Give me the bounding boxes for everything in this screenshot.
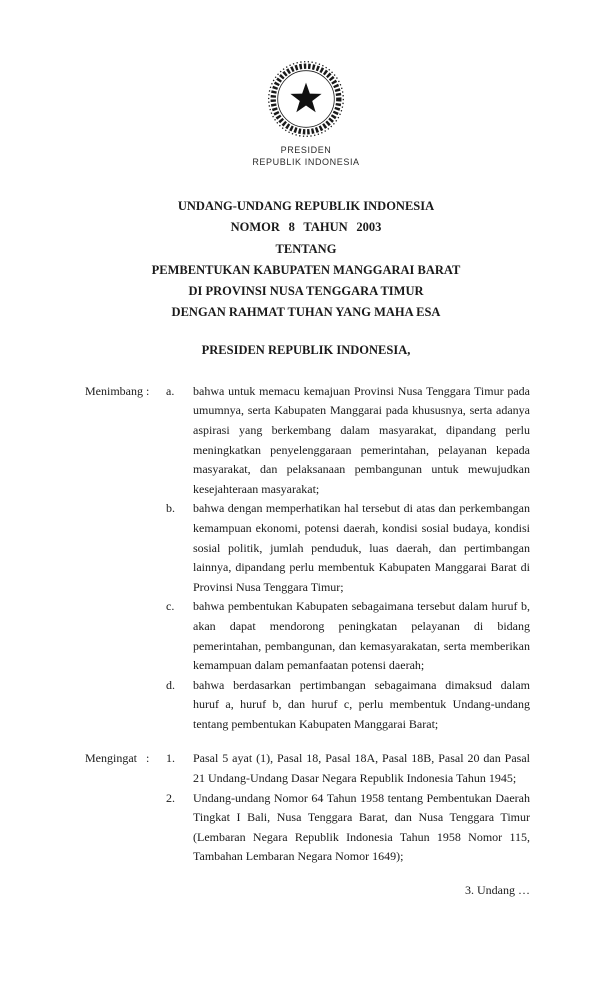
mengingat-colon: :	[146, 751, 150, 766]
clause-marker-d: d.	[166, 677, 175, 692]
clause-marker-a: a.	[166, 383, 175, 398]
title-line-law-name: UNDANG-UNDANG REPUBLIK INDONESIA	[177, 199, 435, 213]
clause-text-a: bahwa untuk memacu kemajuan Provinsi Nusa Tenggara Timur pada umumnya, serta Kabupaten Manggarai pada khususnya, serta adanya aspirasi yang berkembang dalam masyarakat, dipandang perlu meningkatkan penyelenggaraan pemerintahan, pelayanan kepada masyarakat, dan pelaksanaan pembangunan untuk mewujudkan kesejahteraan masyarakat;	[193, 383, 530, 496]
letterhead-presiden: PRESIDEN	[280, 145, 332, 155]
menimbang-section	[85, 382, 530, 735]
letterhead	[0, 0, 612, 168]
clause-marker-b: b.	[166, 501, 175, 516]
letterhead-text	[0, 145, 612, 168]
title-line-subject-1: PEMBENTUKAN KABUPATEN MANGGARAI BARAT	[151, 262, 461, 277]
salutation: PRESIDEN REPUBLIK INDONESIA,	[201, 342, 411, 357]
document-title-block	[0, 196, 612, 324]
clause-text-2: Undang-undang Nomor 64 Tahun 1958 tentang Pembentukan Daerah Tingkat I Bali, Nusa Tenggara Barat, dan Nusa Tenggara Timur (Lembaran Negara Republik Indonesia Tahun 1958 Nomor 115, Tambahan Lembaran Negara Nomor 1649);	[193, 790, 530, 864]
clause-text-b: bahwa dengan memperhatikan hal tersebut di atas dan perkembangan kemampuan ekonomi, potensi daerah, kondisi sosial budaya, kondisi sosial politik, jumlah penduduk, luas daerah, dan pertimbangan lainnya, dipandang perlu membentuk Kabupaten Manggarai Barat di Provinsi Nusa Tenggara Timur;	[193, 501, 530, 594]
clause-text-c: bahwa pembentukan Kabupaten sebagaimana tersebut dalam huruf b, akan dapat mendorong peningkatan pelayanan di bidang pemerintahan, pembangunan, dan kemasyarakatan, serta memberikan kemampuan dalam pemanfaatan potensi daerah;	[193, 599, 530, 673]
clause-marker-2: 2.	[166, 790, 175, 805]
page-continuation-catchword: 3. Undang …	[465, 883, 530, 898]
clause-marker-1: 1.	[166, 751, 175, 766]
mengingat-label: Mengingat	[85, 751, 137, 766]
title-line-subject-2: DI PROVINSI NUSA TENGGARA TIMUR	[188, 284, 424, 299]
clause-marker-c: c.	[166, 599, 175, 614]
menimbang-label: Menimbang	[85, 383, 143, 398]
clause-text-d: bahwa berdasarkan pertimbangan sebagaimana dimaksud dalam huruf a, huruf b, dan huruf c, perlu membentuk Undang-undang tentang pembentukan Kabupaten Manggarai Barat;	[193, 677, 530, 731]
menimbang-colon: :	[146, 383, 150, 398]
presidential-seal-icon	[265, 58, 347, 140]
title-line-tentang: TENTANG	[275, 241, 337, 256]
title-line-number-year: NOMOR 8 TAHUN 2003	[230, 220, 382, 235]
title-line-grace: DENGAN RAHMAT TUHAN YANG MAHA ESA	[171, 305, 441, 320]
letterhead-republik-indonesia: REPUBLIK INDONESIA	[252, 156, 360, 167]
document-body	[0, 382, 612, 901]
clause-text-1: Pasal 5 ayat (1), Pasal 18, Pasal 18A, Pasal 18B, Pasal 20 dan Pasal 21 Undang-Undang Dasar Negara Republik Indonesia Tahun 1945;	[193, 751, 530, 786]
mengingat-section	[85, 749, 530, 867]
